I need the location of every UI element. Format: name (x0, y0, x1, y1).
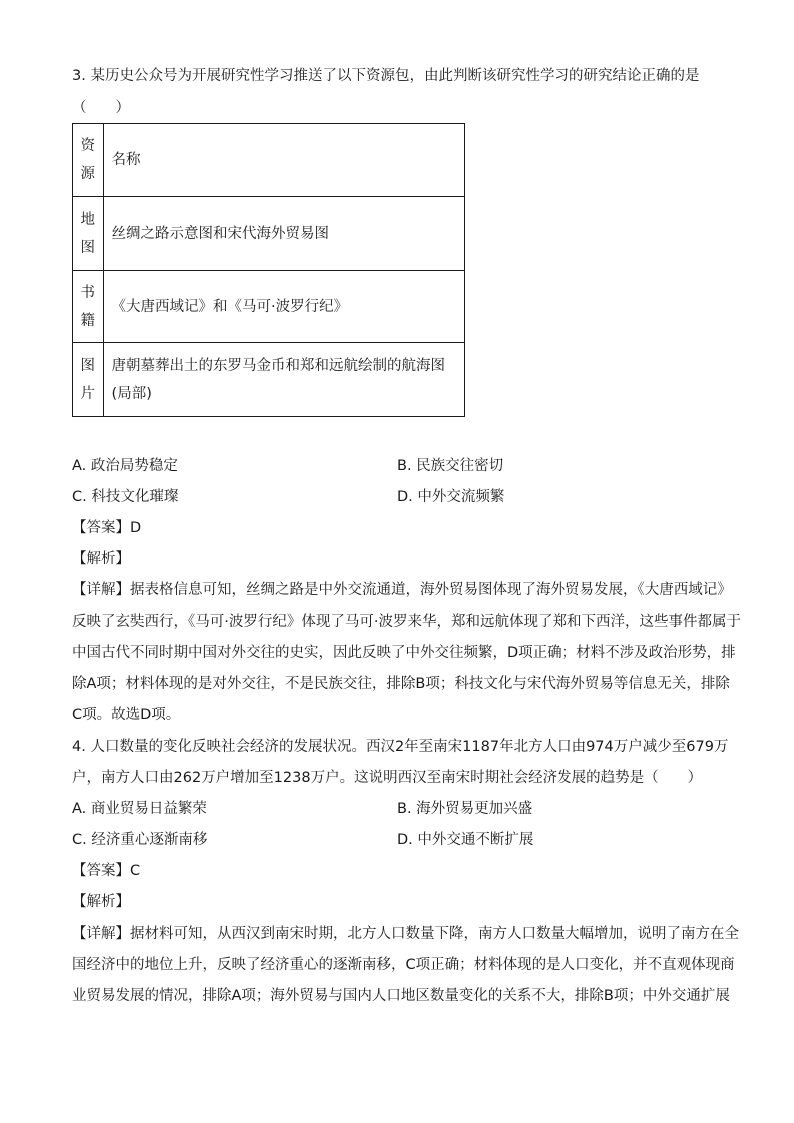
q4-detail-line: 【详解】据材料可知，从西汉到南宋时期，北方人口数量下降，南方人口数量大幅增加，说明了南方在全 (72, 926, 739, 942)
table-value-cell: 丝绸之路示意图和宋代海外贸易图 (103, 197, 464, 271)
q4-detail-line: 业贸易发展的情况，排除A项；海外贸易与国内人口地区数量变化的关系不大，排除B项；中外交通扩展 (72, 988, 730, 1004)
table-row (73, 271, 465, 343)
resource-table (72, 123, 465, 417)
q3-analysis-label: 【解析】 (72, 551, 130, 567)
table-value-cell: 名称 (103, 124, 464, 197)
q4-detail-line: 国经济中的地位上升，反映了经济重心的逐渐南移，C项正确；材料体现的是人口变化，并不直观体现商 (72, 957, 735, 973)
q4-option-c: C. 经济重心逐渐南移 (72, 832, 208, 848)
q4-answer: 【答案】C (72, 863, 141, 879)
q3-detail-line: 中国古代不同时期中国对外交往的史实，因此反映了中外交往频繁，D项正确；材料不涉及政治形势，排 (72, 645, 736, 661)
q3-option-a: A. 政治局势稳定 (72, 458, 178, 474)
table-row (73, 124, 465, 197)
q3-answer: 【答案】D (72, 520, 142, 536)
q4-stem-line: 4. 人口数量的变化反映社会经济的发展状况。西汉2年至南宋1187年北方人口由974万户减少至679万 (72, 739, 729, 755)
table-value-cell: 《大唐西域记》和《马可·波罗行纪》 (103, 271, 464, 343)
q3-detail-line: C项。故选D项。 (72, 707, 181, 723)
q4-analysis-label: 【解析】 (72, 894, 130, 910)
table-value-cell: 唐朝墓葬出土的东罗马金币和郑和远航绘制的航海图(局部) (103, 343, 464, 417)
table-row (73, 343, 465, 417)
q3-detail-line: 【详解】据表格信息可知，丝绸之路是中外交流通道，海外贸易图体现了海外贸易发展，《大唐西域记》 (72, 582, 732, 598)
q3-stem: 3. 某历史公众号为开展研究性学习推送了以下资源包，由此判断该研究性学习的研究结论正确的是 (72, 68, 700, 84)
q4-option-b: B. 海外贸易更加兴盛 (397, 801, 533, 817)
q4-stem-line: 户，南方人口由262万户增加至1238万户。这说明西汉至南宋时期社会经济发展的趋势是（ ） (72, 770, 703, 786)
q4-option-d: D. 中外交通不断扩展 (397, 832, 534, 848)
table-key-cell: 书 籍 (73, 271, 104, 343)
q3-option-b: B. 民族交往密切 (397, 458, 504, 474)
table-key-cell: 图 片 (73, 343, 104, 417)
table-key-cell: 地 图 (73, 197, 104, 271)
table-row (73, 197, 465, 271)
q3-paren: （ ） (72, 100, 130, 116)
q3-detail-line: 除A项；材料体现的是对外交往，不是民族交往，排除B项；科技文化与宋代海外贸易等信息无关，排除 (72, 676, 730, 692)
q3-option-c: C. 科技文化璀璨 (72, 489, 179, 505)
q4-option-a: A. 商业贸易日益繁荣 (72, 801, 207, 817)
q3-option-d: D. 中外交流频繁 (397, 489, 505, 505)
table-key-cell: 资 源 (73, 124, 104, 197)
q3-detail-line: 反映了玄奘西行，《马可·波罗行纪》体现了马可·波罗来华，郑和远航体现了郑和下西洋，这些事件都属于 (72, 614, 741, 630)
